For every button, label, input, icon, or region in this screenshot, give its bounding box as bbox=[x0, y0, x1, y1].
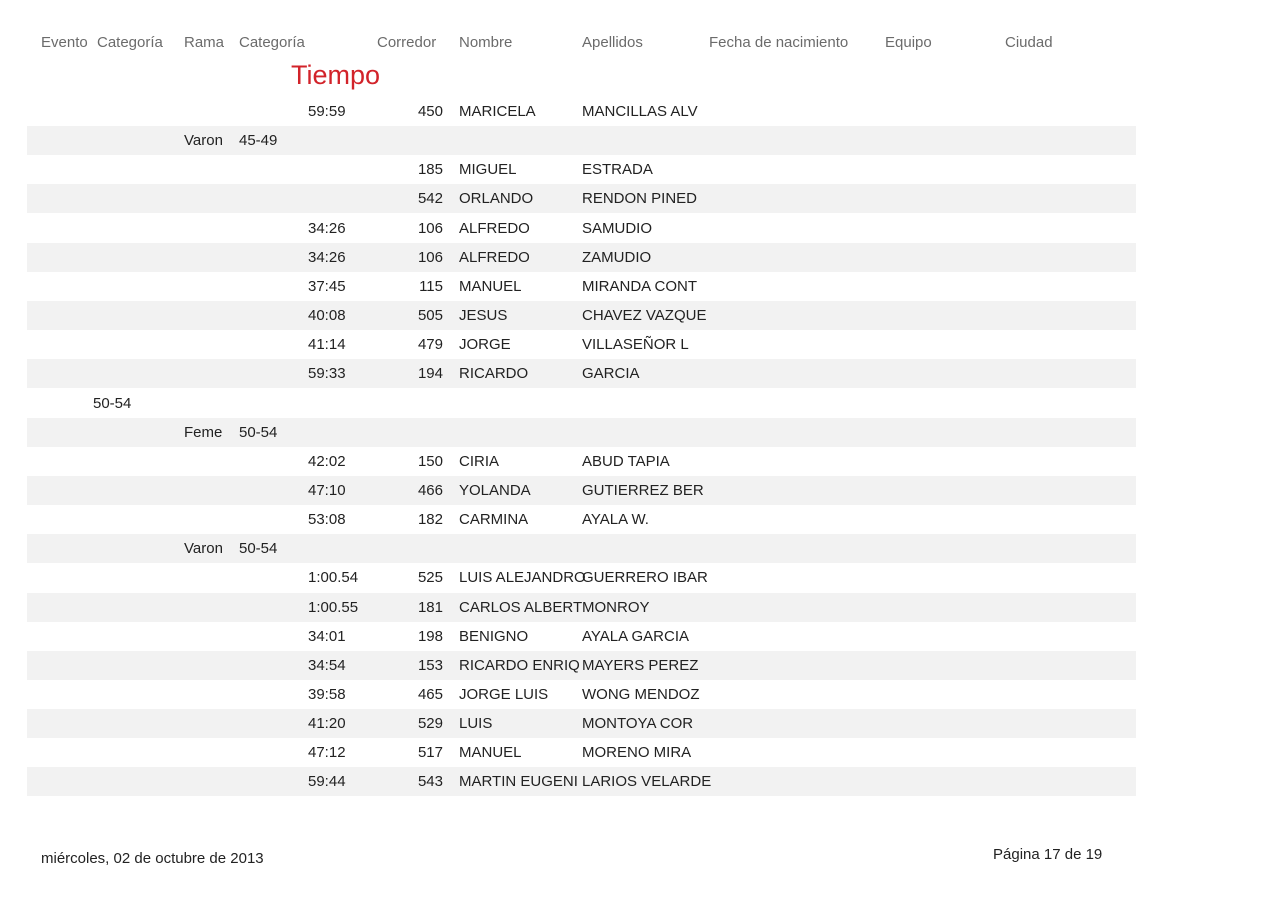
nombre-cell: ALFREDO bbox=[459, 248, 530, 266]
corredor-cell: 106 bbox=[417, 248, 443, 266]
runner-row bbox=[27, 214, 1136, 243]
apellidos-cell: GARCIA bbox=[582, 365, 640, 383]
corredor-cell: 479 bbox=[417, 336, 443, 354]
nombre-cell: MIGUEL bbox=[459, 161, 517, 179]
event-category-row bbox=[27, 389, 1136, 418]
tiempo-cell: 34:26 bbox=[308, 219, 346, 237]
corredor-cell: 115 bbox=[419, 277, 443, 295]
tiempo-cell: 47:12 bbox=[308, 744, 346, 762]
column-header-categoria: Categoría bbox=[97, 34, 163, 51]
nombre-cell: ALFREDO bbox=[459, 219, 530, 237]
runner-row bbox=[27, 272, 1136, 301]
corredor-cell: 150 bbox=[417, 452, 443, 470]
column-header-apellidos: Apellidos bbox=[582, 34, 643, 51]
runner-row bbox=[27, 184, 1136, 213]
runner-row bbox=[27, 301, 1136, 330]
nombre-cell: JESUS bbox=[459, 307, 508, 325]
nombre-cell: RICARDO bbox=[459, 365, 529, 383]
runner-row bbox=[27, 505, 1136, 534]
nombre-cell: ORLANDO bbox=[459, 190, 534, 208]
corredor-cell: 466 bbox=[417, 481, 443, 499]
apellidos-cell: MIRANDA CONT bbox=[582, 277, 698, 295]
corredor-cell: 185 bbox=[417, 161, 443, 179]
categoria-cell: 50-54 bbox=[239, 540, 278, 558]
column-header-equipo: Equipo bbox=[885, 34, 932, 51]
corredor-cell: 465 bbox=[417, 686, 443, 703]
apellidos-cell: GUTIERREZ BER bbox=[582, 481, 704, 499]
tiempo-cell: 1:00.55 bbox=[308, 598, 359, 616]
runner-row bbox=[27, 651, 1136, 680]
apellidos-cell: RENDON PINED bbox=[582, 190, 698, 208]
categoria-cell: 45-49 bbox=[239, 132, 278, 150]
apellidos-cell: AYALA W. bbox=[582, 511, 649, 529]
corredor-cell: 153 bbox=[417, 656, 443, 674]
runner-row bbox=[27, 709, 1136, 738]
runner-row bbox=[27, 563, 1136, 592]
categoria-cell: 50-54 bbox=[239, 423, 278, 441]
runner-row bbox=[27, 767, 1136, 796]
column-header-fecha-nacimiento: Fecha de nacimiento bbox=[709, 34, 849, 51]
runner-row bbox=[27, 738, 1136, 767]
column-header-rama: Rama bbox=[184, 34, 225, 51]
tiempo-cell: 41:20 bbox=[308, 715, 346, 733]
apellidos-cell: WONG MENDOZ bbox=[582, 686, 700, 703]
nombre-cell: CARMINA bbox=[459, 511, 529, 529]
tiempo-cell: 34:54 bbox=[308, 656, 346, 674]
tiempo-cell: 34:26 bbox=[308, 248, 346, 266]
corredor-cell: 181 bbox=[417, 598, 443, 616]
apellidos-cell: ABUD TAPIA bbox=[582, 452, 670, 470]
nombre-cell: JORGE bbox=[459, 336, 511, 354]
corredor-cell: 517 bbox=[417, 744, 443, 762]
corredor-cell: 542 bbox=[417, 190, 443, 208]
runner-row bbox=[27, 330, 1136, 359]
rama-cell: Varon bbox=[184, 132, 223, 150]
corredor-cell: 529 bbox=[417, 715, 443, 733]
tiempo-cell: 47:10 bbox=[308, 481, 346, 499]
runner-row bbox=[27, 97, 1136, 126]
tiempo-cell: 42:02 bbox=[308, 452, 346, 470]
tiempo-cell: 1:00.54 bbox=[308, 569, 359, 587]
tiempo-cell: 34:01 bbox=[308, 627, 346, 645]
corredor-cell: 198 bbox=[417, 627, 443, 645]
nombre-cell: LUIS ALEJANDRO bbox=[459, 569, 586, 587]
nombre-cell: YOLANDA bbox=[459, 481, 531, 499]
column-header-evento: Evento bbox=[41, 34, 88, 51]
footer-date: miércoles, 02 de octubre de 2013 bbox=[41, 850, 264, 867]
runner-row bbox=[27, 243, 1136, 272]
nombre-cell: CARLOS ALBERT bbox=[459, 598, 583, 616]
apellidos-cell: MAYERS PEREZ bbox=[582, 656, 699, 674]
nombre-cell: CIRIA bbox=[459, 452, 500, 470]
tiempo-cell: 37:45 bbox=[308, 277, 346, 295]
apellidos-cell: SAMUDIO bbox=[582, 219, 653, 237]
rama-cell: Feme bbox=[184, 423, 223, 441]
tiempo-cell: 59:44 bbox=[308, 773, 346, 791]
column-header-categoria-rama: Categoría bbox=[239, 34, 305, 51]
corredor-cell: 194 bbox=[417, 365, 443, 383]
corredor-cell: 525 bbox=[417, 569, 443, 587]
tiempo-cell: 53:08 bbox=[308, 511, 346, 529]
runner-row bbox=[27, 476, 1136, 505]
apellidos-cell: ESTRADA bbox=[582, 161, 653, 179]
runner-row bbox=[27, 680, 1136, 709]
runner-row bbox=[27, 447, 1136, 476]
rama-group-row bbox=[27, 418, 1136, 447]
corredor-cell: 505 bbox=[417, 307, 443, 325]
apellidos-cell: CHAVEZ VAZQUE bbox=[582, 307, 707, 325]
corredor-cell: 450 bbox=[417, 103, 443, 120]
runner-row bbox=[27, 593, 1136, 622]
runner-row bbox=[27, 359, 1136, 388]
nombre-cell: MANUEL bbox=[459, 744, 522, 762]
apellidos-cell: MANCILLAS ALV bbox=[582, 103, 698, 120]
apellidos-cell: LARIOS VELARDE bbox=[582, 773, 712, 791]
tiempo-cell: 40:08 bbox=[308, 307, 346, 325]
nombre-cell: JORGE LUIS bbox=[459, 686, 549, 703]
apellidos-cell: VILLASEÑOR L bbox=[582, 336, 689, 354]
footer-page-number: Página 17 de 19 bbox=[993, 846, 1103, 863]
nombre-cell: LUIS bbox=[459, 715, 493, 733]
runner-row bbox=[27, 155, 1136, 184]
apellidos-cell: MORENO MIRA bbox=[582, 744, 692, 762]
rama-cell: Varon bbox=[184, 540, 223, 558]
column-header-tiempo: Tiempo bbox=[291, 60, 381, 90]
nombre-cell: MARICELA bbox=[459, 103, 536, 120]
nombre-cell: BENIGNO bbox=[459, 627, 529, 645]
column-header-corredor: Corredor bbox=[377, 34, 437, 51]
nombre-cell: MANUEL bbox=[459, 277, 522, 295]
runner-row bbox=[27, 622, 1136, 651]
corredor-cell: 182 bbox=[417, 511, 443, 529]
tiempo-cell: 41:14 bbox=[308, 336, 346, 354]
apellidos-cell: ZAMUDIO bbox=[582, 248, 652, 266]
apellidos-cell: MONTOYA COR bbox=[582, 715, 694, 733]
nombre-cell: MARTIN EUGENI bbox=[459, 773, 578, 791]
tiempo-cell: 59:59 bbox=[308, 103, 346, 120]
tiempo-cell: 39:58 bbox=[308, 686, 346, 703]
corredor-cell: 543 bbox=[417, 773, 443, 791]
tiempo-cell: 59:33 bbox=[308, 365, 346, 383]
rama-group-row bbox=[27, 534, 1136, 563]
apellidos-cell: AYALA GARCIA bbox=[582, 627, 689, 645]
column-header-nombre: Nombre bbox=[459, 34, 513, 51]
rama-group-row bbox=[27, 126, 1136, 155]
event-categoria-cell: 50-54 bbox=[93, 394, 132, 412]
apellidos-cell: GUERRERO IBAR bbox=[582, 569, 708, 587]
corredor-cell: 106 bbox=[417, 219, 443, 237]
nombre-cell: RICARDO ENRIQ bbox=[459, 656, 580, 674]
apellidos-cell: MONROY bbox=[582, 598, 650, 616]
column-header-ciudad: Ciudad bbox=[1005, 34, 1053, 51]
